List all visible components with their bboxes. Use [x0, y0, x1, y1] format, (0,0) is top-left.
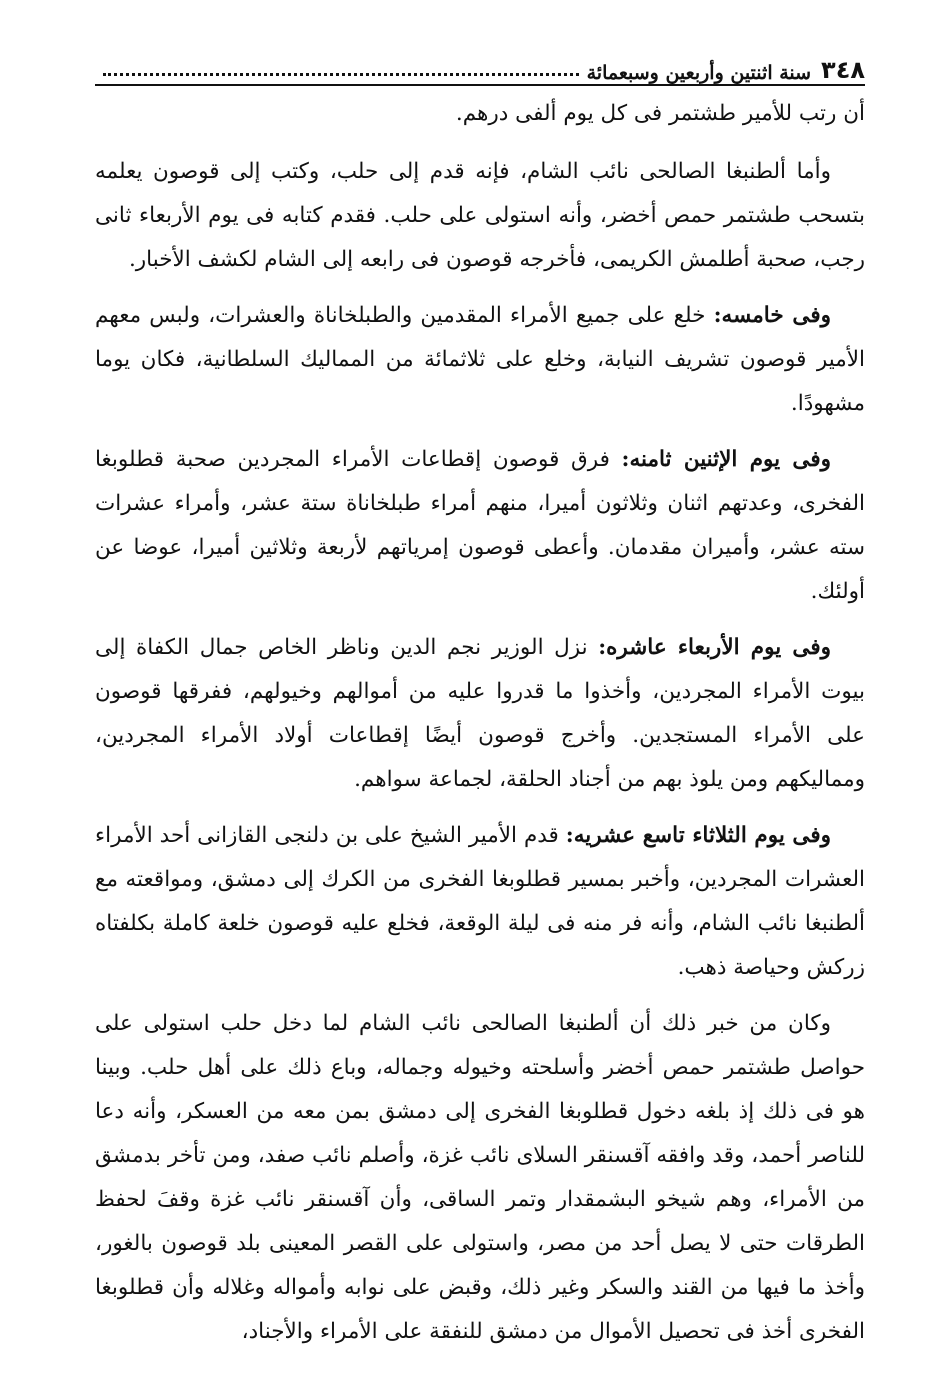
paragraph-lead: وفى يوم الإثنين ثامنه:: [621, 447, 831, 472]
paragraph-text: وكان من خبر ذلك أن ألطنبغا الصالحى نائب الشام لما دخل حلب استولى على حواصل طشتمر حمص أخضر وأسلحته وخيوله وجماله، وباع ذلك على أهل حلب. وبينا هو فى ذلك إذ بلغه دخول قطلوبغا الفخرى إلى دمشق بمن معه من العسكر، وأنه دعا للناصر أحمد، وقد وافقه آقسنقر السلاى نائب غزة، وأصلم نائب صفد، ومن تأخر بدمشق من الأمراء، وهم شيخو البشمقدار وتمر الساقى، وأن آقسنقر نائب غزة وقفَ لحفظ الطرقات حتى لا يصل أحد من مصر، واستولى على القصر المعينى بلد قوصون بالغور، وأخذ ما فيها من القند والسكر وغير ذلك، وقبض على نوابه وأمواله وغلاله وأن قطلوبغا الفخرى أخذ فى تحصيل الأموال من دمشق للنفقة على الأمراء والأجناد،: [95, 1011, 865, 1344]
leader-dots: [103, 73, 579, 76]
paragraph-3: [95, 294, 865, 426]
page-header: [95, 40, 865, 86]
paragraph-7: [95, 1002, 865, 1354]
paragraph-text: خلع على جميع الأمراء المقدمين والطبلخاناة والعشرات، ولبس معهم الأمير قوصون تشريف النيابة، وخلع على ثلاثمائة من المماليك السلطانية، فكان يوما مشهودًا.: [95, 303, 865, 416]
paragraph-lead: وفى خامسه:: [713, 303, 831, 328]
paragraph-text: نزل الوزير نجم الدين وناظر الخاص جمال الكفاة إلى بيوت الأمراء المجردين، وأخذوا ما قدروا عليه من أموالهم وخيولهم، ففرقها قوصون على الأمراء المستجدين. وأخرج قوصون أيضًا إقطاعات أولاد الأمراء المجردين، ومماليكهم ومن يلوذ بهم من أجناد الحلقة، لجماعة سواهم.: [95, 635, 865, 792]
book-page: [95, 40, 865, 1360]
running-title: سنة اثنتين وأربعين وسبعمائة: [586, 62, 812, 84]
paragraph-lead: وفى يوم الأربعاء عاشره:: [598, 635, 832, 660]
paragraph-4: [95, 438, 865, 614]
paragraph-5: [95, 626, 865, 802]
paragraph-2: [95, 150, 865, 282]
paragraph-text: أن رتب للأمير طشتمر فى كل يوم ألفى درهم.: [455, 101, 865, 126]
page-number: ٣٤٨: [821, 56, 865, 84]
paragraph-text: قدم الأمير الشيخ على بن دلنجى القازانى أحد الأمراء العشرات المجردين، وأخبر بمسير قطلوبغا الفخرى من الكرك إلى دمشق، ومواقعته مع ألطنبغا نائب الشام، وأنه فر منه فى ليلة الوقعة، فخلع عليه قوصون خلعة كاملة بكلفتاه زركش وحياصة ذهب.: [95, 823, 865, 980]
paragraph-text: فرق قوصون إقطاعات الأمراء المجردين صحبة قطلوبغا الفخرى، وعدتهم اثنان وثلاثون أميرا، منهم أمراء طبلخاناة ستة عشر، وأمراء عشرات سته عشر، وأميران مقدمان. وأعطى قوصون إمرياتهم لأربعة وثلاثين أميرا، عوضا عن أولئك.: [95, 447, 865, 604]
paragraph-lead: وفى يوم الثلاثاء تاسع عشريه:: [565, 823, 832, 848]
paragraph-1: [95, 92, 865, 136]
paragraph-text: وأما ألطنبغا الصالحى نائب الشام، فإنه قدم إلى حلب، وكتب إلى قوصون يعلمه بتسحب طشتمر حمص أخضر، وأنه استولى على حلب. فقدم كتابه فى يوم الأربعاء ثانى رجب، صحبة أطلمش الكريمى، فأخرجه قوصون فى رابعه إلى الشام لكشف الأخبار.: [95, 159, 865, 272]
paragraph-6: [95, 814, 865, 990]
